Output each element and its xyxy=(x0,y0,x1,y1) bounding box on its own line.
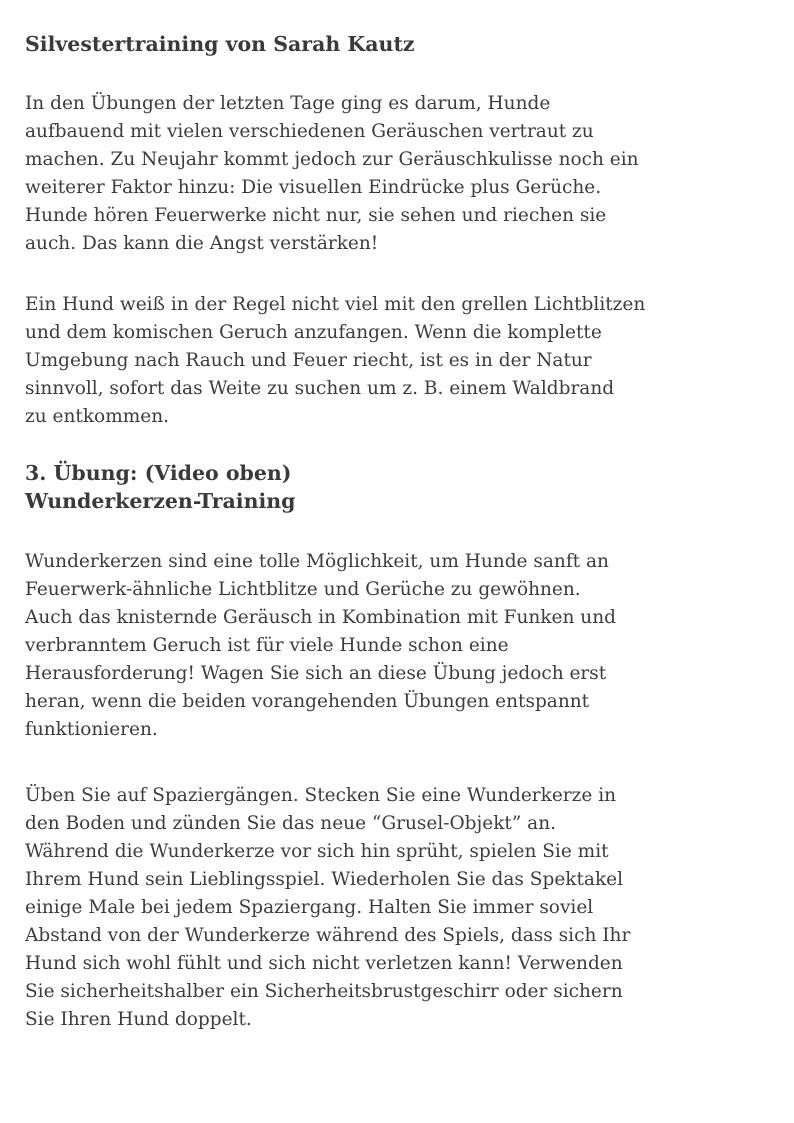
text-line: Herausforderung! Wagen Sie sich an diese Übung jedoch erst xyxy=(25,663,607,684)
text-line: sinnvoll, sofort das Weite zu suchen um z. B. einem Waldbrand xyxy=(25,378,615,399)
text-line: verbranntem Geruch ist für viele Hunde schon eine xyxy=(25,635,509,656)
text-line: einige Male bei jedem Spaziergang. Halten Sie immer soviel xyxy=(25,897,594,918)
text-line: Ihrem Hund sein Lieblingsspiel. Wiederholen Sie das Spektakel xyxy=(25,869,624,890)
text-line: Hunde hören Feuerwerke nicht nur, sie sehen und riechen sie xyxy=(25,205,607,226)
text-line: aufbauend mit vielen verschiedenen Geräuschen vertraut zu xyxy=(25,121,594,142)
text-line: Üben Sie auf Spaziergängen. Stecken Sie eine Wunderkerze in xyxy=(25,785,617,806)
text-line: Hund sich wohl fühlt und sich nicht verletzen kann! Verwenden xyxy=(25,953,623,974)
text-line: funktionieren. xyxy=(25,719,158,740)
text-line: Abstand von der Wunderkerze während des Spiels, dass sich Ihr xyxy=(25,925,631,946)
text-line: In den Übungen der letzten Tage ging es darum, Hunde xyxy=(25,93,551,114)
section-heading-line: 3. Übung: (Video oben) xyxy=(25,461,292,485)
text-line: und dem komischen Geruch anzufangen. Wenn die komplette xyxy=(25,322,602,343)
text-line: Umgebung nach Rauch und Feuer riecht, ist es in der Natur xyxy=(25,350,592,371)
text-line: Während die Wunderkerze vor sich hin sprüht, spielen Sie mit xyxy=(25,841,609,862)
text-line: Wunderkerzen sind eine tolle Möglichkeit, um Hunde sanft an xyxy=(25,551,609,572)
text-line: Sie Ihren Hund doppelt. xyxy=(25,1009,252,1030)
text-line: Sie sicherheitshalber ein Sicherheitsbrustgeschirr oder sichern xyxy=(25,981,623,1002)
section-heading xyxy=(25,459,296,515)
text-line: weiterer Faktor hinzu: Die visuellen Eindrücke plus Gerüche. xyxy=(25,177,602,198)
instructions-paragraph xyxy=(25,782,630,1034)
text-line: auch. Das kann die Angst verstärken! xyxy=(25,233,379,254)
text-line: den Boden und zünden Sie das neue “Grusel-Objekt” an. xyxy=(25,813,556,834)
text-line: Feuerwerk-ähnliche Lichtblitze und Gerüche zu gewöhnen. xyxy=(25,579,581,600)
intro-paragraph xyxy=(25,90,639,258)
text-line: Auch das knisternde Geräusch in Kombination mit Funken und xyxy=(25,607,616,628)
context-paragraph xyxy=(25,291,645,431)
section-paragraph xyxy=(25,548,616,744)
section-heading-line: Wunderkerzen-Training xyxy=(25,489,296,513)
text-line: Ein Hund weiß in der Regel nicht viel mit den grellen Lichtblitzen xyxy=(25,294,646,315)
text-line: heran, wenn die beiden vorangehenden Übungen entspannt xyxy=(25,691,590,712)
text-line: machen. Zu Neujahr kommt jedoch zur Geräuschkulisse noch ein xyxy=(25,149,639,170)
article-title: Silvestertraining von Sarah Kautz xyxy=(25,32,415,56)
text-line: zu entkommen. xyxy=(25,406,170,427)
